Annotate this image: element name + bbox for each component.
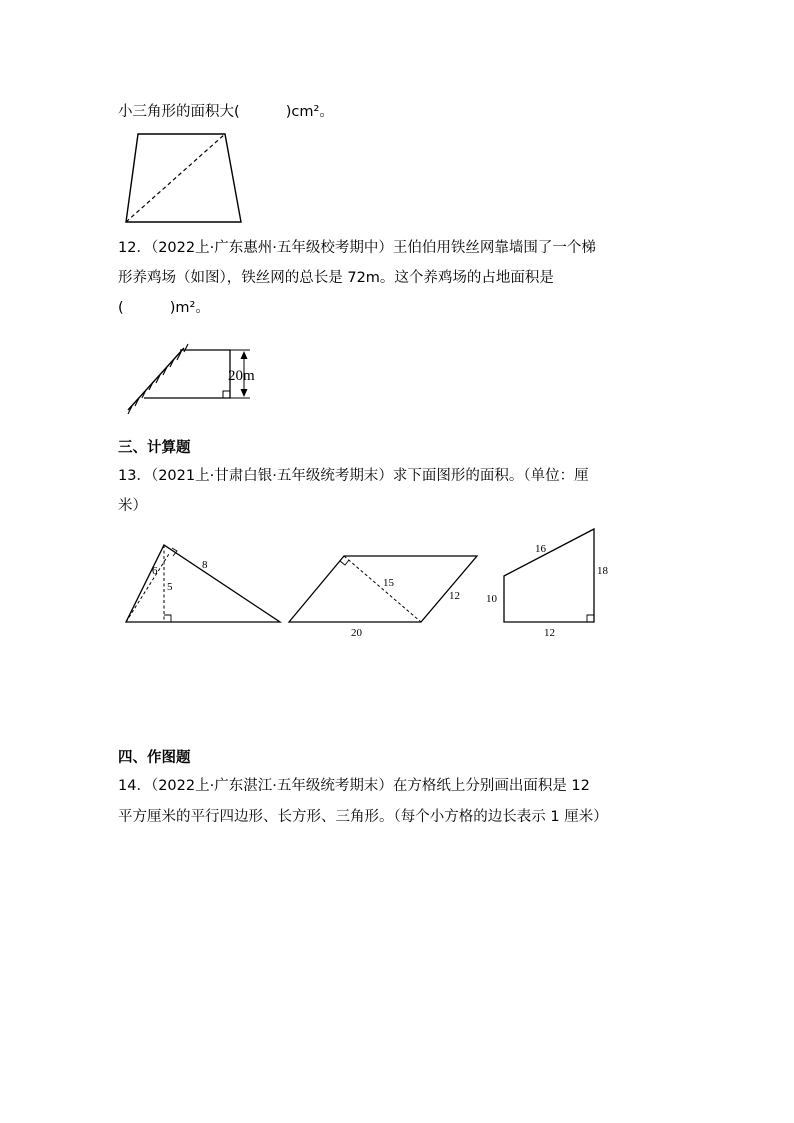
q13-text-line1: 13．（2021上·甘肃白银·五年级统考期末）求下面图形的面积。（单位：厘 xyxy=(118,468,589,484)
q13-fig3-bottom-label: 12 xyxy=(544,627,555,639)
q13-fig2-height-label: 15 xyxy=(383,577,394,589)
q12-height-label: 20m xyxy=(228,368,255,384)
q13-fig3-left-label: 10 xyxy=(486,593,497,605)
q13-fig1-height-label: 5 xyxy=(167,581,173,593)
q13-fig2-side-label: 12 xyxy=(449,590,460,602)
q13-text-line2: 米） xyxy=(118,498,147,514)
section4-title: 四、作图题 xyxy=(118,750,191,766)
q11-text: 小三角形的面积大( )cm²。 xyxy=(118,104,334,120)
q13-figure-parallelogram xyxy=(285,550,485,660)
q14-text-line1: 14．（2022上·广东湛江·五年级统考期末）在方格纸上分别画出面积是 12 xyxy=(118,778,590,794)
q14-text-line2: 平方厘米的平行四边形、长方形、三角形。（每个小方格的边长表示 1 厘米） xyxy=(118,809,608,825)
q13-fig3-right-label: 18 xyxy=(597,565,608,577)
q12-text-line3: ( )m²。 xyxy=(118,300,210,316)
section3-title: 三、计算题 xyxy=(118,440,191,456)
q13-figure-right-trapezoid xyxy=(480,524,620,644)
q12-text-line1: 12．（2022上·广东惠州·五年级校考期中）王伯伯用铁丝网靠墙围了一个梯 xyxy=(118,240,596,256)
q13-fig3-top-label: 16 xyxy=(535,543,546,555)
q12-text-line2: 形养鸡场（如图），铁丝网的总长是 72m。这个养鸡场的占地面积是 xyxy=(118,270,554,286)
q13-fig1-hyp-label: 8 xyxy=(202,559,208,571)
q13-fig2-base-label: 20 xyxy=(351,627,362,639)
q11-trapezoid-figure xyxy=(120,128,250,228)
q12-wall-trapezoid-figure xyxy=(120,332,290,422)
q13-figure-triangle xyxy=(120,538,290,638)
q13-fig1-side-label: 6 xyxy=(152,565,158,577)
